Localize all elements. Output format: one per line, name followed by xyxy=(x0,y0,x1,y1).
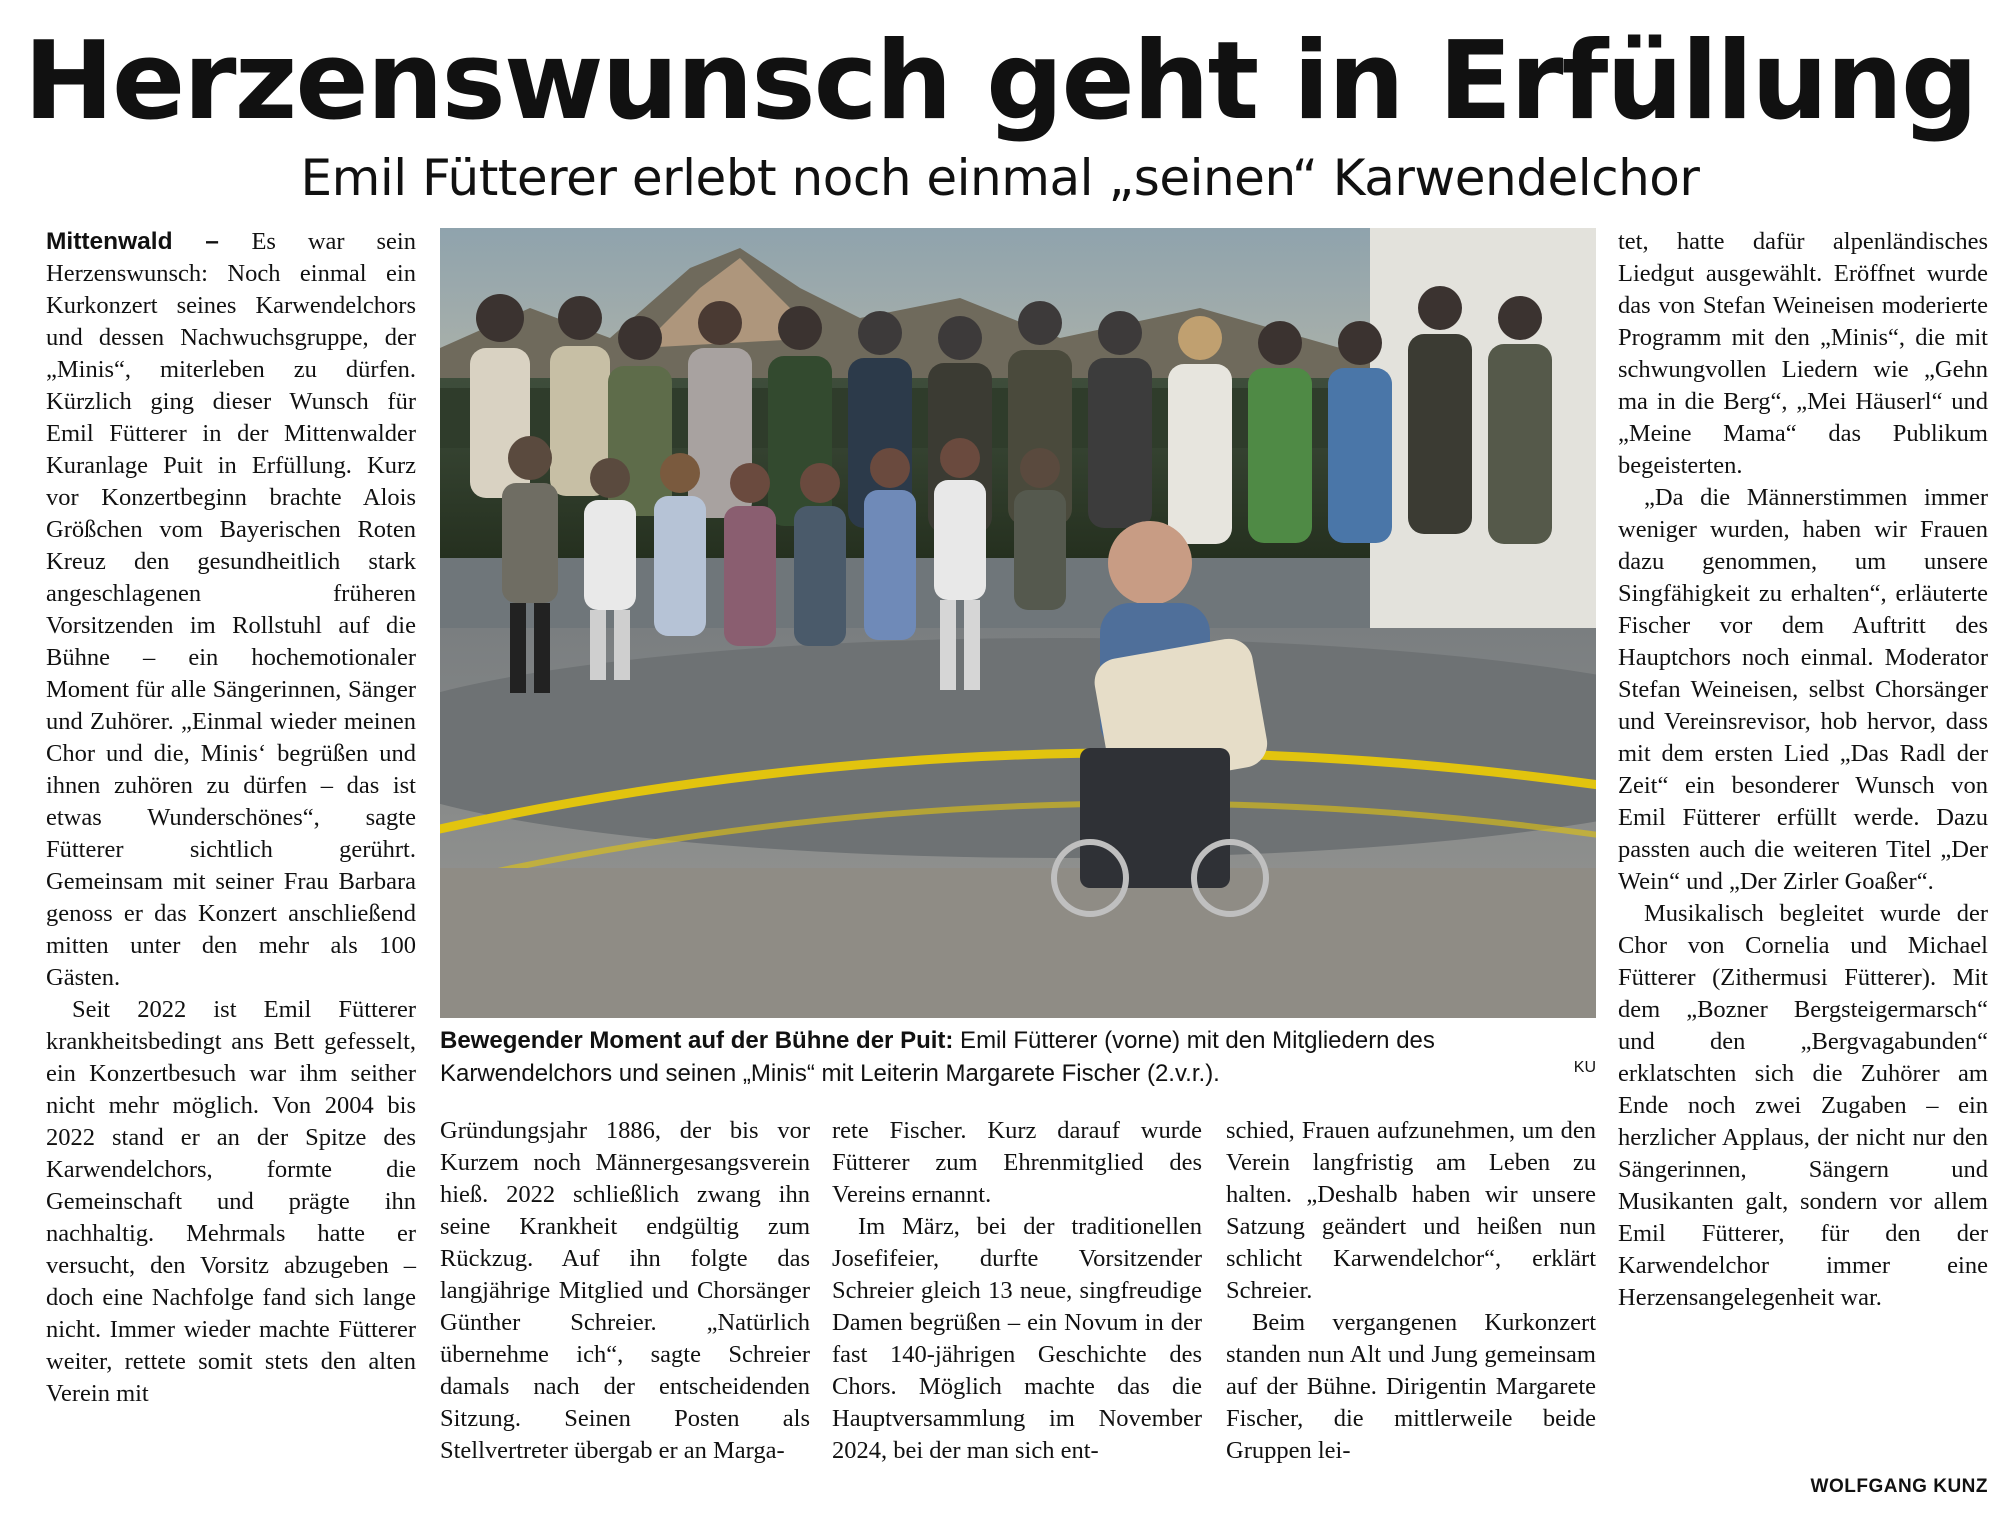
photo-illustration xyxy=(440,228,1596,1018)
article-paragraph xyxy=(46,226,416,994)
paragraph-text: Es war sein Herzenswunsch: Noch einmal ein Kurkonzert seines Karwendelchors und dessen Nachwuchsgruppe, der „Minis“, miterleben zu dürfen. Kürzlich ging dieser Wunsch für Emil Fütterer in der Mittenwalder Kuranlage Puit in Erfüllung. Kurz vor Konzertbeginn brachte Alois Größchen vom Bayerischen Roten Kreuz den gesundheitlich stark angeschlagenen früheren Vorsitzenden im Rollstuhl auf die Bühne – ein hochemotionaler Moment für alle Sängerinnen, Sänger und Zuhörer. „Einmal wieder meinen Chor und die, Minis‘ begrüßen und ihnen zuhören zu dürfen – das ist etwas Wunderschönes“, sagte Fütterer sichtlich gerührt. Gemeinsam mit seiner Frau Barbara genoss er das Konzert anschließend mitten unter den mehr als 100 Gästen. xyxy=(46,228,416,991)
article-column-5 xyxy=(1618,226,1988,1314)
author-byline: WOLFGANG KUNZ xyxy=(1810,1476,1988,1497)
article-column-4 xyxy=(1226,1115,1596,1467)
caption-text: Emil Fütterer (vorne) mit den Mitgliedern des Karwendelchors und seinen „Minis“ mit Leiterin Margarete Fischer (2.v.r.). xyxy=(440,1027,1435,1087)
article-paragraph: „Da die Männerstimmen immer weniger wurden, haben wir Frauen dazu genommen, um unsere Singfähigkeit zu erhalten“, erläuterte Fischer vor dem Auftritt des Hauptchors noch einmal. Moderator Stefan Weineisen, selbst Chorsänger und Vereinsrevisor, hob hervor, dass mit dem ersten Lied „Das Radl der Zeit“ ein besonderer Wunsch von Emil Fütterer erfüllt werde. Dazu passten auch die weiteren Titel „Der Wein“ und „Der Zirler Goaßer“. xyxy=(1618,484,1988,895)
article-column-1 xyxy=(46,226,416,1410)
choir-photo xyxy=(440,228,1596,1018)
article-paragraph: tet, hatte dafür alpenländisches Liedgut ausgewählt. Eröffnet wurde das von Stefan Weineisen moderierte Programm mit den „Minis“, die mit schwungvollen Liedern wie „Gehn ma in die Berg“, „Mei Häuserl“ und „Meine Mama“ das Publikum begeisterten. xyxy=(1618,228,1988,479)
article-paragraph: schied, Frauen aufzunehmen, um den Verein langfristig am Leben zu halten. „Deshalb haben wir unsere Satzung geändert und heißen nun schlicht Karwendelchor“, erklärt Schreier. xyxy=(1226,1117,1596,1304)
article-paragraph: Gründungsjahr 1886, der bis vor Kurzem noch Männergesangsverein hieß. 2022 schließlich zwang ihn seine Krankheit endgültig zum Rückzug. Auf ihn folgte das langjährige Mitglied und Chorsänger Günther Schreier. „Natürlich übernehme ich“, sagte Schreier damals nach der entscheidenden Sitzung. Seinen Posten als Stellvertreter übergab er an Marga- xyxy=(440,1117,810,1464)
article-paragraph: Beim vergangenen Kurkonzert standen nun Alt und Jung gemeinsam auf der Bühne. Dirigentin Margarete Fischer, die mittlerweile beide Gruppen lei- xyxy=(1226,1309,1596,1464)
caption-lead: Bewegender Moment auf der Bühne der Puit: xyxy=(440,1027,954,1054)
article-paragraph: Seit 2022 ist Emil Fütterer krankheitsbedingt ans Bett gefesselt, ein Konzertbesuch war ihm seither nicht mehr möglich. Von 2004 bis 2022 stand er an der Spitze des Karwendelchors, formte die Gemeinschaft und prägte ihn nachhaltig. Mehrmals hatte er versucht, den Vorsitz abzugeben – doch eine Nachfolge fand sich lange nicht. Immer wieder machte Fütterer weiter, rettete somit stets den alten Verein mit xyxy=(46,996,416,1407)
article-column-3 xyxy=(832,1115,1202,1467)
article-column-2 xyxy=(440,1115,810,1467)
article-paragraph: rete Fischer. Kurz darauf wurde Fütterer zum Ehrenmitglied des Vereins ernannt. xyxy=(832,1117,1202,1208)
photo-credit: KU xyxy=(1573,1059,1596,1076)
subheadline: Emil Fütterer erlebt noch einmal „seinen“ Karwendelchor xyxy=(300,149,1700,207)
headline: Herzenswunsch geht in Erfüllung xyxy=(23,19,1977,144)
photo-caption xyxy=(440,1024,1596,1090)
article-paragraph: Im März, bei der traditionellen Josefifeier, durfte Vorsitzender Schreier gleich 13 neue, singfreudige Damen begrüßen – ein Novum in der fast 140-jährigen Geschichte des Chors. Möglich machte das die Hauptversammlung im November 2024, bei der man sich ent- xyxy=(832,1213,1202,1464)
dateline: Mittenwald – xyxy=(46,228,252,255)
article-paragraph: Musikalisch begleitet wurde der Chor von Cornelia und Michael Fütterer (Zithermusi Fütterer). Mit dem „Bozner Bergsteigermarsch“ und den „Bergvagabunden“ erklatschten sich die Zuhörer am Ende noch zwei Zugaben – ein herzlicher Applaus, der nicht nur den Sängerinnen, Sängern und Musikanten galt, sondern vor allem Emil Fütterer, für den der Karwendelchor immer eine Herzensangelegenheit war. xyxy=(1618,900,1988,1311)
